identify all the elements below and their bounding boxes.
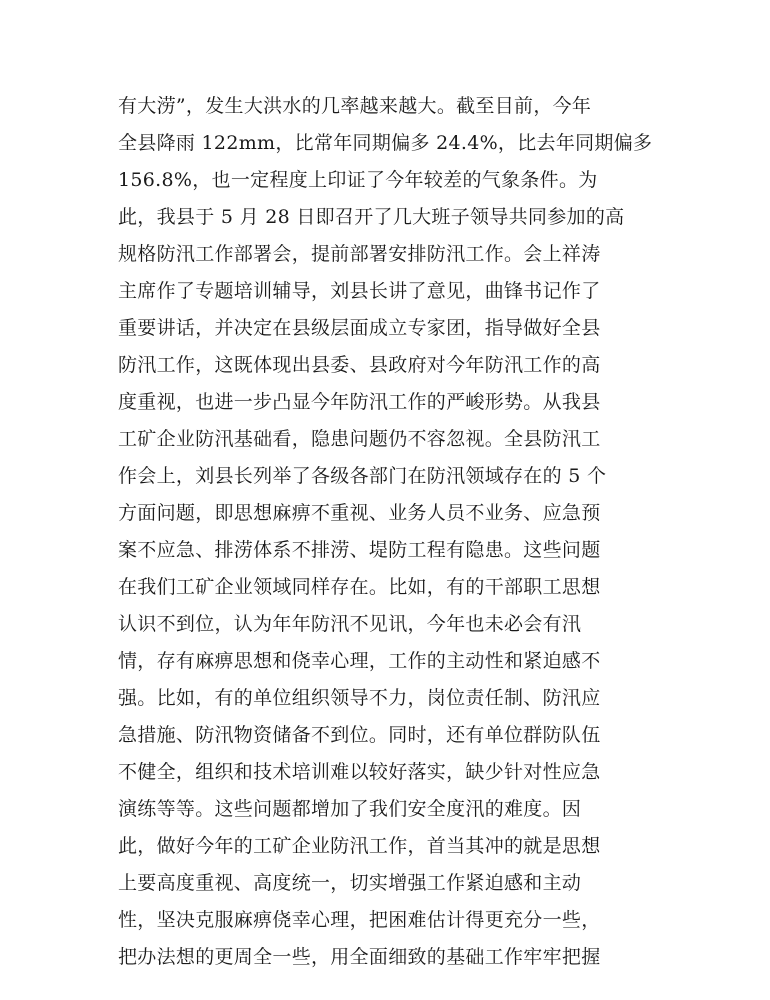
text-line: 案不应急、排涝体系不排涝、堤防工程有隐患。这些问题: [118, 539, 601, 561]
text-line: 急措施、防汛物资储备不到位。同时，还有单位群防队伍: [118, 724, 601, 746]
text-line: 防汛工作，这既体现出县委、县政府对今年防汛工作的高: [118, 354, 601, 376]
text-line: 演练等等。这些问题都增加了我们安全度汛的难度。因: [118, 798, 582, 820]
text-line: 重要讲话，并决定在县级层面成立专家团，指导做好全县: [118, 317, 601, 339]
text-line: 情，存有麻痹思想和侥幸心理，工作的主动性和紧迫感不: [118, 650, 601, 672]
text-line: 性，坚决克服麻痹侥幸心理，把困难估计得更充分一些，: [118, 909, 601, 931]
text-line: 认识不到位，认为年年防汛不见讯，今年也未必会有汛: [118, 613, 582, 635]
text-line: 156.8%，也一定程度上印证了今年较差的气象条件。为: [118, 169, 598, 191]
text-line: 把办法想的更周全一些，用全面细致的基础工作牢牢把握: [118, 946, 601, 968]
text-line: 上要高度重视、高度统一，切实增强工作紧迫感和主动: [118, 872, 582, 894]
text-line: 此，做好今年的工矿企业防汛工作，首当其冲的就是思想: [118, 835, 601, 857]
text-line: 此，我县于 5 月 28 日即召开了几大班子领导共同参加的高: [118, 206, 625, 228]
text-line: 不健全，组织和技术培训难以较好落实，缺少针对性应急: [118, 761, 601, 783]
text-line: 工矿企业防汛基础看，隐患问题仍不容忽视。全县防汛工: [118, 428, 601, 450]
text-line: 主席作了专题培训辅导，刘县长讲了意见，曲锋书记作了: [118, 280, 601, 302]
text-line: 规格防汛工作部署会，提前部署安排防汛工作。会上祥涛: [118, 243, 601, 265]
text-line: 作会上，刘县长列举了各级各部门在防汛领域存在的 5 个: [118, 465, 607, 487]
body-text: [118, 88, 658, 976]
text-line: 全县降雨 122mm，比常年同期偏多 24.4%，比去年同期偏多: [118, 132, 653, 154]
text-line: 度重视，也进一步凸显今年防汛工作的严峻形势。从我县: [118, 391, 601, 413]
text-line: 强。比如，有的单位组织领导不力，岗位责任制、防汛应: [118, 687, 601, 709]
text-line: 有大涝”，发生大洪水的几率越来越大。截至目前，今年: [118, 95, 592, 117]
text-line: 方面问题，即思想麻痹不重视、业务人员不业务、应急预: [118, 502, 601, 524]
text-line: 在我们工矿企业领域同样存在。比如，有的干部职工思想: [118, 576, 601, 598]
